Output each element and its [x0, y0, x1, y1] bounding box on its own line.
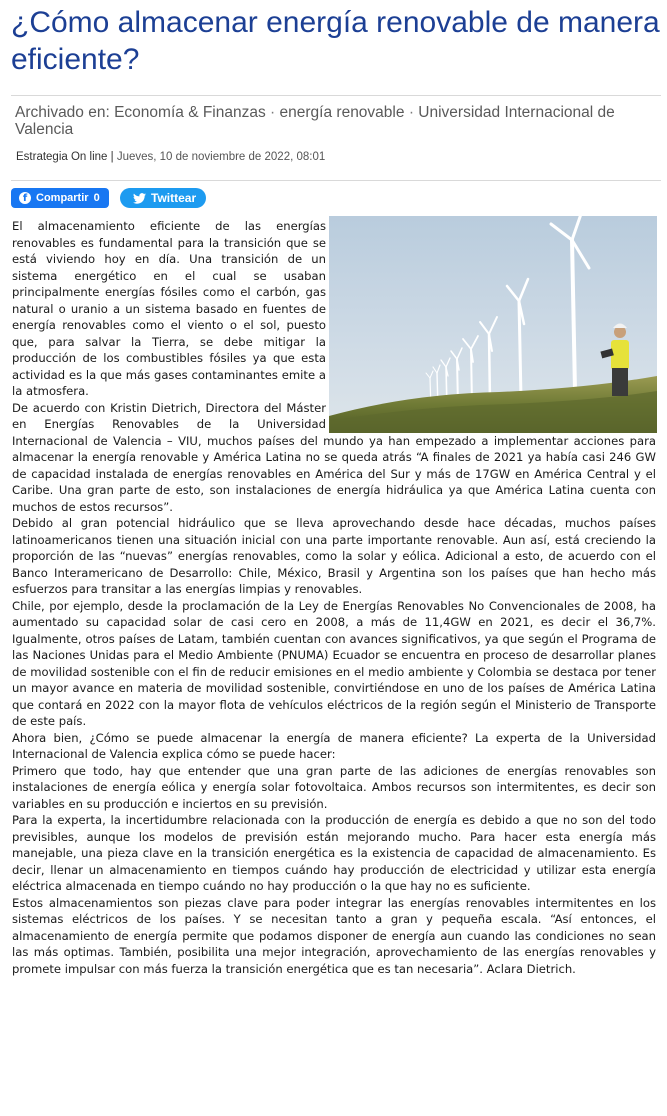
category-separator: ·: [270, 104, 276, 121]
facebook-share-button[interactable]: [11, 188, 109, 208]
paragraph: Debido al gran potencial hidráulico que se lleva aprovechando desde hace décadas, muchos países latinoamericanos tienen una situación inicial con una parte importante renovable. Aun así, está creciendo la proporción de las “nuevas” energías renovables, como la solar y eólica. Adicional a esto, de acuerdo con el Banco Interamericano de Desarrollo: Chile, México, Brasil y Argentina son los países que han hecho más esfuerzos para transitar a las energías limpias y renovables.: [12, 516, 656, 596]
share-count: 0: [93, 192, 100, 204]
divider: [11, 95, 661, 96]
category-separator: ·: [408, 104, 414, 121]
facebook-share-label: Compartir: [36, 192, 89, 204]
paragraph: Estos almacenamientos son piezas clave para poder integrar las energías renovables intermitentes en los sistemas eléctricos de los países. Y se necesitan tanto a gran y pequeña escala. “Así entonces, el almacenamiento de energía permite que podamos disponer de energía aun cuando las condiciones no sean las más optimas. También, posibilita una mejor integración, aprovechamiento de las energías renovables y promete impulsar con más fuerza la transición energética que es tan necesaria”. Aclara Dietrich.: [12, 895, 656, 976]
category-link[interactable]: energía renovable: [279, 104, 405, 121]
byline-separator: |: [110, 151, 114, 163]
paragraph: De acuerdo con Kristin Dietrich, Directora del Máster en Energías Renovables de la Universidad Internacional de Valencia – VIU, muchos países del mundo ya han empezado a implementar acciones para almacenar la energía renovable y América Latina no se queda atrás “A finales de 2021 ya había casi 246 GW de capacidad instalada de energías renovables en América del Sur y más de 17GW en América Central y el Caribe. Una gran parte de esto, son instalaciones de energía hidráulica ya que América Latina cuenta con muchos de estos recursos”.: [12, 400, 656, 514]
image-float-spacer: [326, 218, 656, 432]
paragraph: Ahora bien, ¿Cómo se puede almacenar la energía de manera eficiente? La experta de la Universidad Internacional de Valencia explica cómo se puede hacer:: [12, 730, 656, 761]
paragraph: Para la experta, la incertidumbre relacionada con la producción de energía es debido a que no son del todo previsibles, aunque los modelos de previsión están mejorando mucho. Para hacer esta energía más manejable, una pieza clave en la transición energética es la existencia de capacidad de almacenamiento. Es decir, llenar un almacenamiento en tiempos cuándo hay producción de electricidad y utilizar esta energía eléctrica almacenada en tiempo cuándo no hay producción o la que hay no es suficiente.: [12, 813, 656, 893]
article-title: ¿Cómo almacenar energía renovable de manera eficiente?: [11, 6, 660, 76]
paragraph: Chile, por ejemplo, desde la proclamación de la Ley de Energías Renovables No Convencionales de 2008, ha aumentado su capacidad solar de casi cero en 2008, a más de 11,4GW en 2021, es decir el 36,7%. Igualmente, otros países de Latam, también cuentan con avances significativos, ya que según el Programa de las Naciones Unidas para el Medio Ambiente (PNUMA) Ecuador se encuentra en proceso de desarrollar planes de movilidad sostenible con el fin de reducir emisiones en el medio ambiente y Colombia se destaca por tener un mayor avance en materia de movilidad sostenible, convirtiéndose en uno de los países de América Latina que contará en 2022 con la mayor flota de vehículos eléctricos de la región según el Ministerio de Transporte de este país.: [12, 598, 656, 728]
category-link[interactable]: Universidad Internacional de Valencia: [15, 104, 615, 138]
facebook-icon: f: [19, 192, 31, 204]
category-link[interactable]: Economía & Finanzas: [114, 104, 266, 121]
paragraph: Primero que todo, hay que entender que una gran parte de las adiciones de energías renovables son instalaciones de energía eólica y energía solar fotovoltaica. Ambos recursos son intermitentes, es decir son variables en su producción e inciertos en su previsión.: [12, 763, 656, 811]
publish-date: Jueves, 10 de noviembre de 2022, 08:01: [116, 151, 326, 163]
twitter-bird-icon: [133, 193, 146, 204]
article-body: [12, 218, 656, 977]
author: Estrategia On line: [16, 151, 108, 163]
byline: [16, 150, 325, 164]
archived-in: [15, 104, 660, 138]
twitter-share-button[interactable]: [120, 188, 206, 208]
paragraph: El almacenamiento eficiente de las energías renovables es fundamental para la transición que se está viviendo hoy en día. Una transición de un sistema energético en el cual se usaban principalmente energías fósiles como el carbón, gas natural o uranio a un sistema basado en fuentes de energía renovables como el viento o el sol, puesto que, para salvar la Tierra, se debe mitigar la producción de los combustibles fósiles ya que esta actividad es la que más gases contaminantes emite a la atmosfera.: [12, 219, 326, 398]
divider: [11, 180, 661, 181]
archived-label: Archivado en:: [15, 104, 110, 121]
twitter-share-label: Twittear: [151, 191, 197, 205]
